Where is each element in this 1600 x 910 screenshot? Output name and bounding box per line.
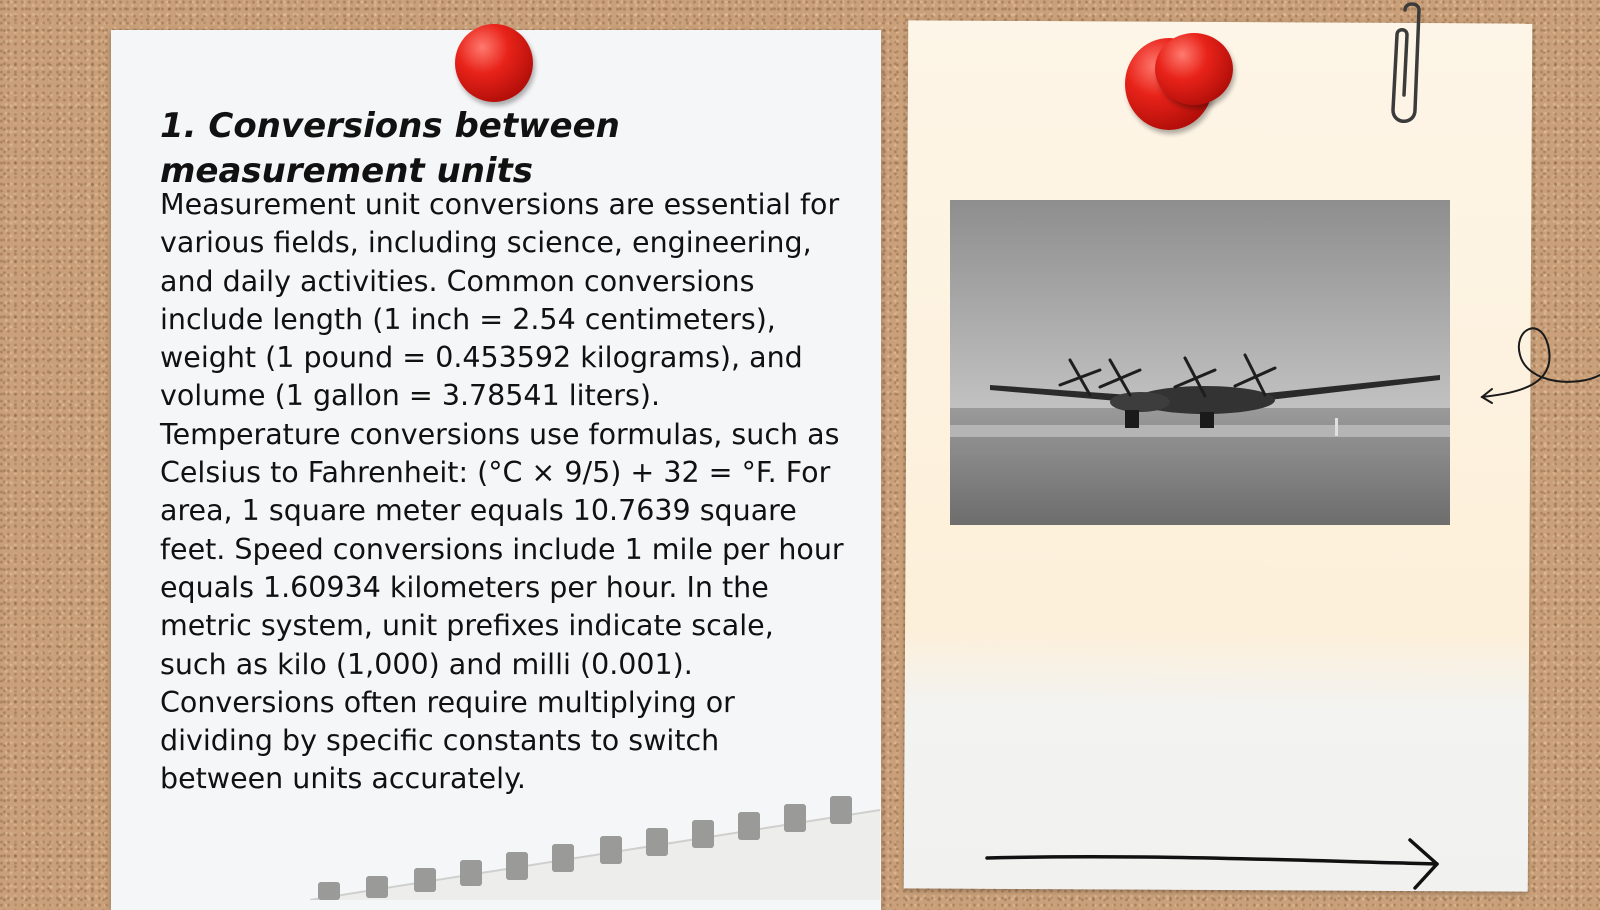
airplane-photo bbox=[950, 200, 1450, 525]
doodle-loop-arrow-icon bbox=[1478, 305, 1600, 415]
push-pin-icon bbox=[1155, 33, 1233, 105]
paper-clip-icon bbox=[1375, 0, 1425, 125]
slide-title: 1. Conversions between measurement units bbox=[160, 106, 620, 191]
slide-body-text: Measurement unit conversions are essential for various fields, including science, engineering, and daily activities. Common conversions include length (1 inch = 2.54 centimeters), weight (1 pound = 0.453592 kilograms), and volume (1 gallon = 3.78541 liters). Temperature conversions use formulas, such as Celsius to Fahrenheit: (°C × 9/5) + 32 = °F. For area, 1 square meter equals 10.7639 square feet. Speed conversions include 1 mile per hour equals 1.60934 kilometers per hour. In the metric system, unit prefixes indicate scale, such as kilo (1,000) and milli (0.001). Conversions often require multiplying or dividing by specific constants to switch between units accurately. bbox=[160, 188, 844, 796]
push-pin-icon bbox=[455, 24, 533, 102]
arrow-right-icon bbox=[985, 830, 1445, 890]
torn-paper-strip bbox=[310, 790, 880, 900]
